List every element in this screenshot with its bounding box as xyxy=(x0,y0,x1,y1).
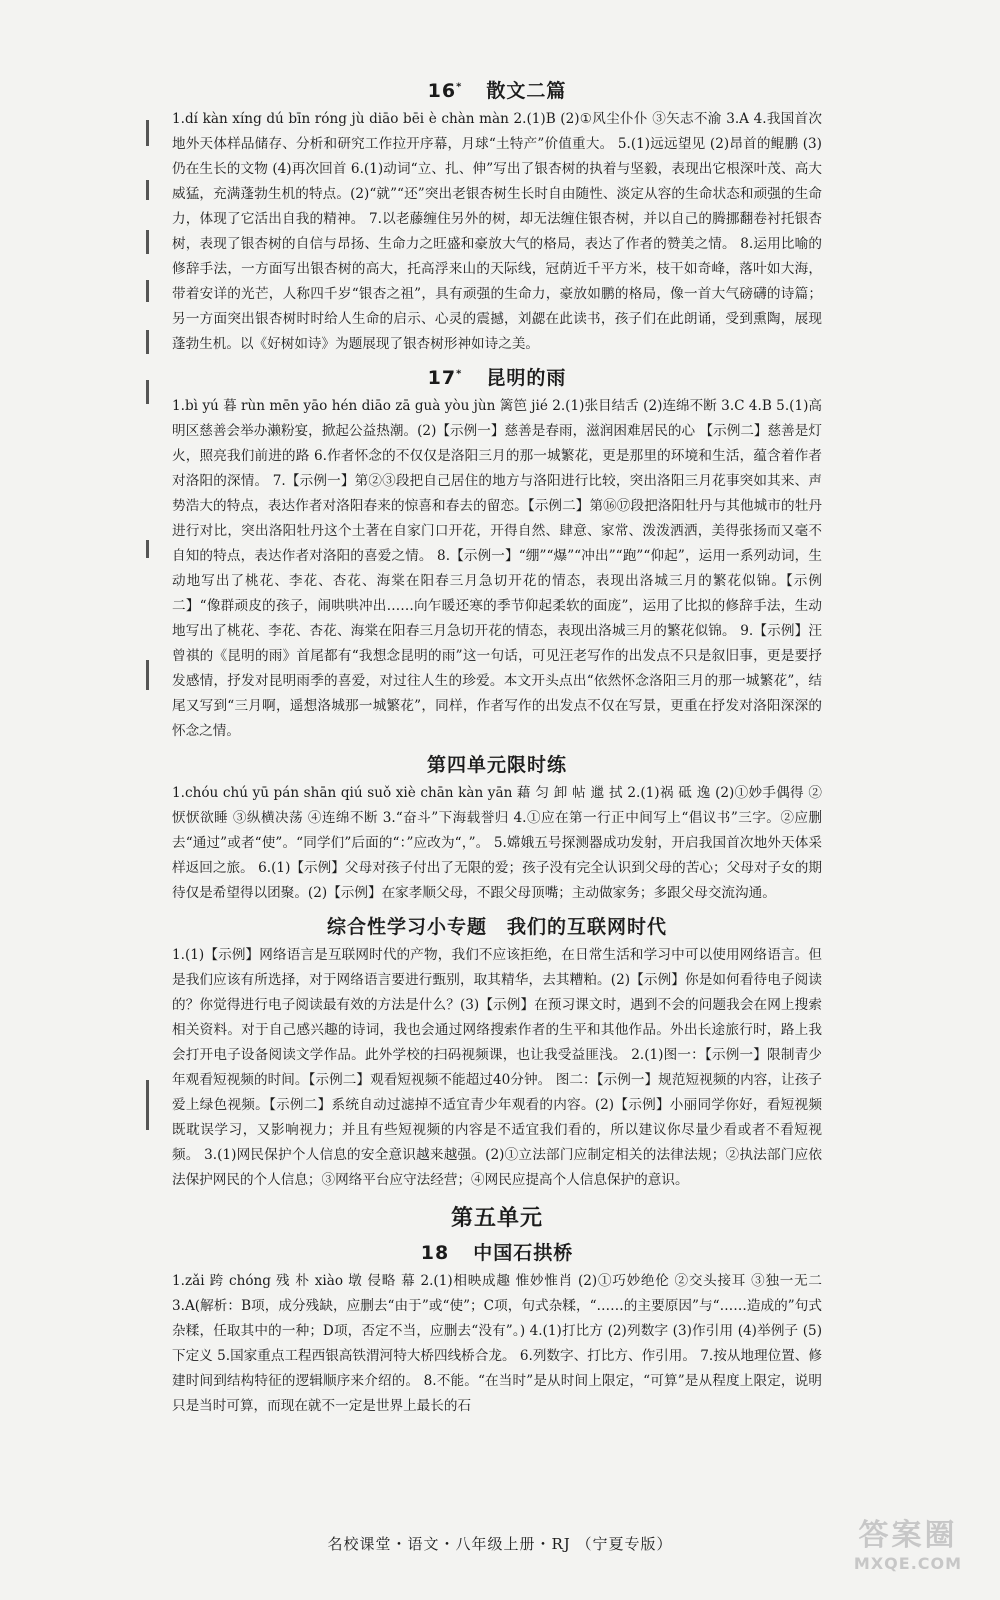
answer-page xyxy=(172,70,822,1419)
section-title-unit4-test: 第四单元限时练 xyxy=(426,754,567,776)
page-footer: 名校课堂・语文・八年级上册・RJ （宁夏专版） xyxy=(327,1535,673,1553)
margin-marks xyxy=(140,120,158,1170)
watermark-logo: 答案圈 xyxy=(858,1518,958,1553)
section-title-18: 18 中国石拱桥 xyxy=(420,1242,574,1264)
section-title-internet-topic: 综合性学习小专题 我们的互联网时代 xyxy=(326,916,667,938)
watermark-url: MXQE.COM xyxy=(853,1554,963,1573)
section-text-16: 1.dí kàn xíng dú bīn róng jù diāo bēi è chàn màn 2.(1)B (2)①风尘仆仆 ③矢志不渝 3.A 4.我国首次地外天体样品储存、分析和研究工作拉开序幕，月球“土特产”价值重大。 5.(1)远远望见 (2)昂首的鲲鹏 (3)仍在生长的文物 (4)再次回首 6.(1)动词“立、扎、伸”写出了银杏树的执着与坚毅，表现出它根深叶茂、高大威猛，充满蓬勃生机的特点。(2)“就”“还”突出老银杏树生长时自由随性、淡定从容的生命状态和顽强的生命力，体现了它活出自我的精神。 7.以老藤缠住另外的树，却无法缠住银杏树，并以自己的腾挪翻卷衬托银杏树，表现了银杏树的自信与昂扬、生命力之旺盛和豪放大气的格局，表达了作者的赞美之情。 8.运用比喻的修辞手法，一方面写出银杏树的高大，托高浮来山的天际线，冠荫近千平方米，枝干如奇峰，落叶如大海，带着安详的光芒，人称四千岁“银杏之祖”，具有顽强的生命力，豪放如鹏的格局，像一首大气磅礴的诗篇；另一方面突出银杏树时时给人生命的启示、心灵的震撼，刘勰在此读书，孩子们在此朗诵，受到熏陶，展现蓬勃生机。以《好树如诗》为题展现了银杏树形神如诗之美。 xyxy=(172,111,822,352)
section-text-17: 1.bì yú 暮 rùn mēn yāo hén diāo zā guà yòu jùn 篱笆 jié 2.(1)张目结舌 (2)连绵不断 3.C 4.B 5.(1)高明区慈善会举办濑粉宴，掀起公益热潮。(2)【示例一】慈善是春雨，滋润困难居民的心 【示例二】慈善是灯火，照亮我们前进的路 6.作者怀念的不仅仅是洛阳三月的那一城繁花，更是那里的环境和生活，蕴含着作者对洛阳的深情。 7.【示例一】第②③段把自己居住的地方与洛阳进行比较，突出洛阳三月花事突如其来、声势浩大的特点，表达作者对洛阳春来的惊喜和春去的留恋。【示例二】第⑯⑰段把洛阳牡丹与其他城市的牡丹进行对比，突出洛阳牡丹这个土著在自家门口开花，开得自然、肆意、家常、泼泼洒洒，美得张扬而又毫不自知的特点，表达作者对洛阳的喜爱之情。 8.【示例一】“绷”“爆”“冲出”“跑”“仰起”，运用一系列动词，生动地写出了桃花、李花、杏花、海棠在阳春三月急切开花的情态，表现出洛城三月的繁花似锦。【示例二】“像群顽皮的孩子，闹哄哄冲出……向乍暖还寒的季节仰起柔软的面庞”，运用了比拟的修辞手法，生动地写出了桃花、李花、杏花、海棠在阳春三月急切开花的情态，表现出洛城三月的繁花似锦。 9.【示例】汪曾祺的《昆明的雨》首尾都有“我想念昆明的雨”这一句话，可见汪老写作的出发点不只是叙旧事，更是要抒发感情，抒发对昆明雨季的喜爱，对过往人生的珍爱。本文开头点出“依然怀念洛阳三月的那一城繁花”，结尾又写到“三月啊，遥想洛城那一城繁花”，同样，作者写作的出发点不仅在写景，更重在抒发对洛阳深深的怀念之情。 xyxy=(172,398,822,739)
section-title-17: 17* 昆明的雨 xyxy=(427,367,567,389)
section-title-16: 16* 散文二篇 xyxy=(427,80,567,102)
section-text-unit4-test: 1.chóu chú yū pán shān qiú suǒ xiè chān kàn yān 藉 匀 卸 帖 邋 拭 2.(1)祸 砥 逸 (2)①妙手偶得 ②恹恹欲睡 ③纵横决荡 ④连绵不断 3.“奋斗”下海载誉归 4.①应在第一行正中间写上“倡议书”三字。②应删去“通过”或者“使”。“同学们”后面的“：”应改为“，”。 5.嫦娥五号探测器成功发射，开启我国首次地外天体采样返回之旅。 6.(1)【示例】父母对孩子付出了无限的爱；孩子没有完全认识到父母的苦心；父母对子女的期待仅是希望得以团聚。(2)【示例】在家孝顺父母，不跟父母顶嘴；主动做家务；多跟父母交流沟通。 xyxy=(172,785,822,901)
section-title-unit5: 第五单元 xyxy=(450,1206,543,1231)
watermark xyxy=(828,1510,988,1590)
section-text-internet-topic: 1.(1)【示例】网络语言是互联网时代的产物，我们不应该拒绝，在日常生活和学习中可以使用网络语言。但是我们应该有所选择，对于网络语言要进行甄别，取其精华，去其糟粕。(2)【示例】你是如何看待电子阅读的？你觉得进行电子阅读最有效的方法是什么？(3)【示例】在预习课文时，遇到不会的问题我会在网上搜索相关资料。对于自己感兴趣的诗词，我也会通过网络搜索作者的生平和其他作品。外出长途旅行时，路上我会打开电子设备阅读文学作品。此外学校的扫码视频课，也让我受益匪浅。 2.(1)图一：【示例一】限制青少年观看短视频的时间。【示例二】观看短视频不能超过40分钟。 图二：【示例一】规范短视频的内容，让孩子爱上绿色视频。【示例二】系统自动过滤掉不适宜青少年观看的内容。(2)【示例】小丽同学你好，看短视频既耽误学习，又影响视力；并且有些短视频的内容是不适宜我们看的，所以建议你尽量少看或者不看短视频。 3.(1)网民保护个人信息的安全意识越来越强。(2)①立法部门应制定相关的法律法规；②执法部门应依法保护网民的个人信息；③网络平台应守法经营；④网民应提高个人信息保护的意识。 xyxy=(172,947,822,1188)
section-text-18: 1.zǎi 跨 chóng 残 朴 xiào 墩 侵略 幕 2.(1)相映成趣 惟妙惟肖 (2)①巧妙绝伦 ②交头接耳 ③独一无二 3.A(解析：B项，成分残缺，应删去“由于”或“使”；C项，句式杂糅，“……的主要原因”与“……造成的”句式杂糅，任取其中的一种；D项，否定不当，应删去“没有”。) 4.(1)打比方 (2)列数字 (3)作引用 (4)举例子 (5)下定义 5.国家重点工程西银高铁渭河特大桥四线桥合龙。 6.列数字、打比方、作引用。 7.按从地理位置、修建时间到结构特征的逻辑顺序来介绍的。 8.不能。“在当时”是从时间上限定，“可算”是从程度上限定，说明只是当时可算，而现在就不一定是世界上最长的石 xyxy=(172,1273,822,1414)
